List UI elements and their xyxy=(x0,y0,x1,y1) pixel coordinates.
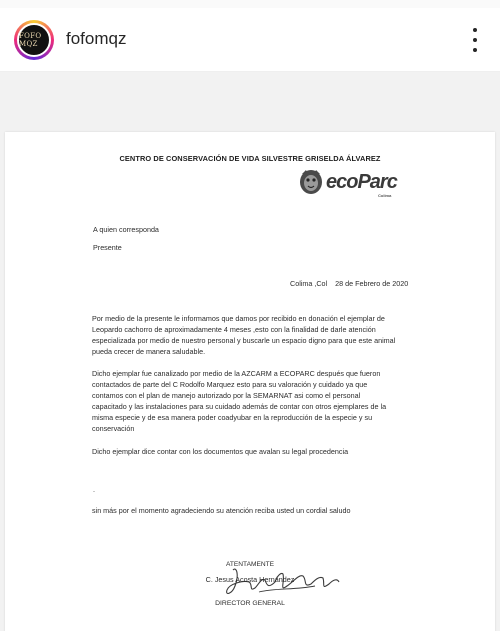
signer-title: DIRECTOR GENERAL xyxy=(215,600,285,607)
top-strip xyxy=(0,0,500,8)
document-date: Colima ,Col 28 de Febrero de 2020 xyxy=(290,279,409,288)
post-header xyxy=(0,8,500,72)
signer-name: C. Jesus Acosta Hernández xyxy=(205,575,295,584)
paragraph-line: capacitado y las instalaciones para su cuidado además de contar con otros ejemplares de la xyxy=(92,402,387,411)
jaguar-emblem-icon xyxy=(298,168,324,196)
paragraph-2 xyxy=(92,368,430,434)
greeting: A quien corresponda xyxy=(93,225,159,234)
greeting-presente: Presente xyxy=(93,243,122,252)
paragraph-line: pueda crecer de manera saludable. xyxy=(92,347,206,356)
ecoparc-logo xyxy=(298,168,408,202)
paragraph-3: Dicho ejemplar dice contar con los documentos que avalan su legal procedencia xyxy=(92,447,349,456)
logo-subtitle: Colima xyxy=(378,193,392,198)
paragraph-1 xyxy=(92,313,430,357)
more-options-icon[interactable] xyxy=(472,28,478,52)
atentamente: ATENTAMENTE xyxy=(225,561,275,568)
post-image[interactable] xyxy=(0,72,500,631)
paragraph-line: conservación xyxy=(92,424,135,433)
avatar[interactable] xyxy=(14,20,54,60)
closing-line: sin más por el momento agradeciendo su atención reciba usted un cordial saludo xyxy=(92,506,351,515)
document-page xyxy=(5,132,495,631)
paragraph-line: especializada por medio de nuestro personal y buscarle un espacio digno para que este animal xyxy=(92,336,396,345)
avatar-logo-text: FOFO MQZ xyxy=(19,32,42,48)
paragraph-line: contamos con el plan de manejo autorizado por la SEMARNAT asi como el personal xyxy=(92,391,361,400)
stray-dot: . xyxy=(93,485,95,494)
paragraph-line: Leopardo cachorro de aproximadamente 4 meses ,esto con la finalidad de darle atención xyxy=(92,325,376,334)
paragraph-line: Por medio de la presente le informamos que damos por recibido en donación el ejemplar de xyxy=(92,314,385,323)
paragraph-line: misma especie y de esa manera poder coadyubar en la reproducción de la especie y su xyxy=(92,413,373,422)
logo-wordmark: ecoParc xyxy=(326,171,397,193)
document-title: CENTRO DE CONSERVACIÓN DE VIDA SILVESTRE GRISELDA ÁLVAREZ xyxy=(119,154,381,163)
username[interactable]: fofomqz xyxy=(66,29,127,48)
paragraph-line: contactados de parte del C Rodolfo Marquez esto para su valoración y cuidado ya que xyxy=(92,380,368,389)
paragraph-line: Dicho ejemplar fue canalizado por medio de la AZCARM a ECOPARC después que fueron xyxy=(92,369,381,378)
avatar-image xyxy=(17,23,51,57)
